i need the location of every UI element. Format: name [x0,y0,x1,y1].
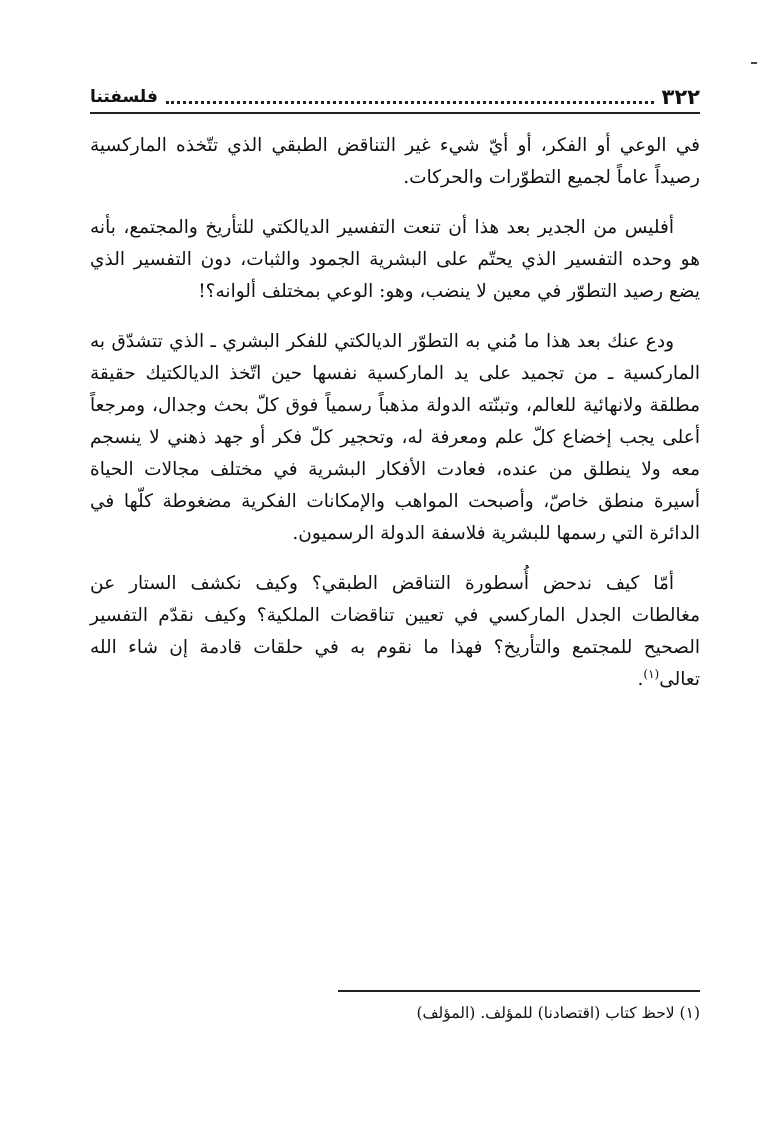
footnote-rule [338,990,700,992]
body-text [90,130,700,714]
paragraph-3: ودع عنك بعد هذا ما مُني به التطوّر الديالكتي للفكر البشري ـ الذي تتشدّق به الماركسية ـ من تجميد على يد الماركسية نفسها حين اتّخذ الديالكتيك حقيقة مطلقة ولانهائية للعالم، وتبنّته الدولة مذهباً رسمياً فوق كلّ بحث وجدال، ومرجعاً أعلى يجب إخضاع كلّ علم ومعرفة له، وتحجير كلّ فكر أو جهد ذهني لا ينسجم معه ولا ينطلق من عنده، فعادت الأفكار البشرية في مختلف مجالات الحياة أسيرة منطق خاصّ، وأصبحت المواهب والإمكانات الفكرية مضغوطة كلّها في الدائرة التي رسمها للبشرية فلاسفة الدولة الرسميون. [90,331,700,544]
scan-mark [751,62,757,64]
paragraph-1: في الوعي أو الفكر، أو أيّ شيء غير التناقض الطبقي الذي تتّخذه الماركسية رصيداً عاماً لجميع التطوّرات والحركات. [90,135,700,188]
paragraph-4 [90,568,700,696]
header-rule [90,112,700,114]
paragraph-4-end: . [637,669,644,690]
book-title: فلسفتنا [90,87,158,107]
paragraph-2: أفليس من الجدير بعد هذا أن تنعت التفسير الديالكتي للتأريخ والمجتمع، بأنه هو وحده التفسير الذي يحتّم على البشرية الجمود والثبات، دون التفسير الذي يضع رصيد التطوّر في معين لا ينضب، وهو: الوعي بمختلف ألوانه؟! [90,217,700,302]
page-number: ٣٢٢ [661,85,700,109]
footnote: (١) لاحظ كتاب (اقتصادنا) للمؤلف. (المؤلف) [416,1004,700,1022]
header-leader-dots [166,91,654,104]
running-header [90,84,700,110]
footnote-reference[interactable]: (١) [643,666,660,681]
paragraph-4-text: أمّا كيف ندحض أُسطورة التناقض الطبقي؟ وكيف نكشف الستار عن مغالطات الجدل الماركسي في تعيين تناقضات الملكية؟ وكيف نقدّم التفسير الصحيح للمجتمع والتأريخ؟ فهذا ما نقوم به في حلقات قادمة إن شاء الله تعالى [90,573,700,690]
